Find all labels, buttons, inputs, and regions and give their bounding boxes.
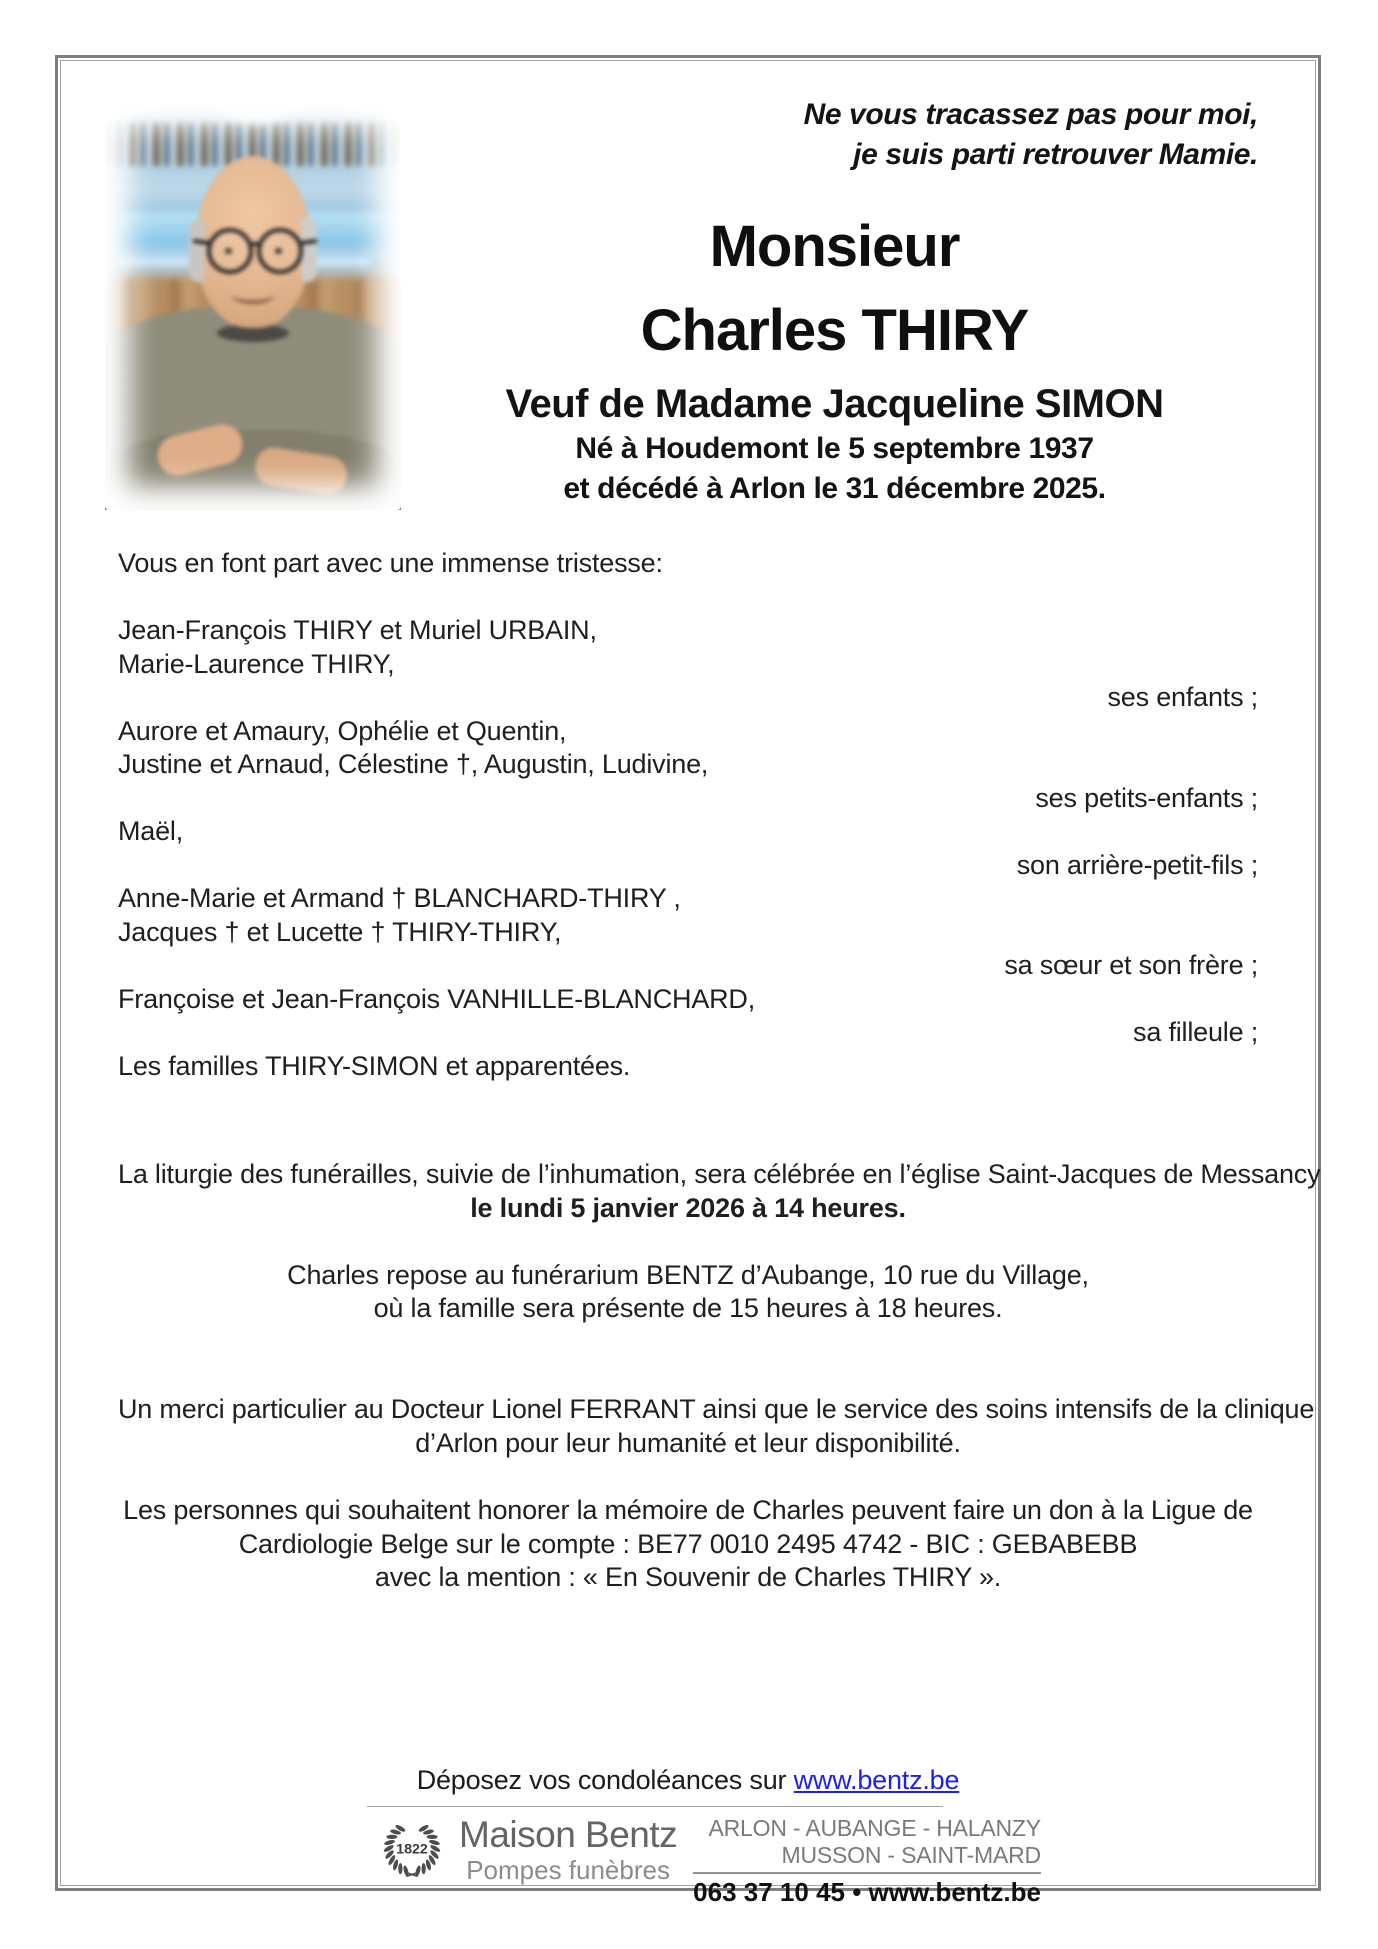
donation-line-3: avec la mention : « En Souvenir de Charles THIRY ». — [374, 1562, 1002, 1593]
condolences-text: Déposez vos condoléances sur — [416, 1765, 794, 1795]
donation-line-2: Cardiologie Belge sur le compte : BE77 0010 2495 4742 - BIC : GEBABEBB — [238, 1528, 1138, 1559]
donation-line-1: Les personnes qui souhaitent honorer la mémoire de Charles peuvent faire un don à la Ligue de — [123, 1494, 1253, 1525]
quote-line-1: Ne vous tracassez pas pour moi, — [803, 98, 1258, 131]
memorial-card — [61, 61, 1321, 1907]
blank-line — [118, 1225, 1258, 1259]
relation-label: sa sœur et son frère ; — [1004, 950, 1258, 980]
family-line: Marie-Laurence THIRY, — [118, 648, 395, 679]
liturgy-line-2: le lundi 5 janvier 2026 à 14 heures. — [470, 1192, 906, 1223]
laurel-wreath-icon — [381, 1815, 443, 1882]
family-line: Les familles THIRY-SIMON et apparentées. — [118, 1050, 631, 1081]
repose-line-2: où la famille sera présente de 15 heures à 18 heures. — [373, 1293, 1003, 1324]
brand-name: Maison Bentz — [459, 1814, 678, 1855]
deceased-details — [411, 379, 1258, 509]
relation-label: sa filleule ; — [1133, 1017, 1258, 1047]
portrait-photo — [105, 100, 401, 510]
condolences-line — [61, 1765, 1315, 1796]
brand-towns-line-1: ARLON - AUBANGE - HALANZY — [708, 1815, 1041, 1841]
deceased-title — [411, 205, 1258, 373]
family-line: Françoise et Jean-François VANHILLE-BLANCHARD, — [118, 983, 756, 1014]
brand-subtitle: Pompes funèbres — [466, 1855, 670, 1885]
deceased-name: Charles THIRY — [640, 298, 1029, 363]
relation-label: ses petits-enfants ; — [1035, 782, 1258, 813]
birth-line: Né à Houdemont le 5 septembre 1937 — [575, 432, 1094, 465]
family-line: Aurore et Amaury, Ophélie et Quentin, — [118, 715, 567, 746]
thanks-line-2: d’Arlon pour leur humanité et leur disponibilité. — [415, 1427, 961, 1458]
memorial-quote — [804, 95, 1258, 175]
blank-line — [118, 1360, 1258, 1394]
brand-towns-line-2: MUSSON - SAINT-MARD — [781, 1841, 1041, 1868]
brand-contact — [693, 1815, 1041, 1906]
family-announcement — [118, 547, 1258, 1083]
death-line: et décédé à Arlon le 31 décembre 2025. — [563, 472, 1106, 505]
thanks-line-1: Un merci particulier au Docteur Lionel FERRANT ainsi que le service des soins intensifs de la clinique — [118, 1394, 1315, 1425]
repose-line-1: Charles repose au funérarium BENTZ d’Aubange, 10 rue du Village, — [287, 1259, 1089, 1290]
salutation: Monsieur — [709, 214, 960, 279]
family-line: Anne-Marie et Armand † BLANCHARD-THIRY , — [118, 883, 681, 913]
brand-towns — [693, 1815, 1041, 1874]
condolences-link[interactable]: www.bentz.be — [793, 1765, 960, 1795]
brand-year: 1822 — [396, 1841, 428, 1858]
announcement-intro: Vous en font part avec une immense tristesse: — [118, 548, 663, 578]
photo-soft-edge — [105, 100, 401, 510]
family-line: Jacques † et Lucette † THIRY-THIRY, — [118, 916, 562, 947]
family-line: Jean-François THIRY et Muriel URBAIN, — [118, 615, 597, 645]
page-border — [55, 55, 1321, 1907]
relation-label: son arrière-petit-fils ; — [1016, 849, 1258, 880]
family-line: Justine et Arnaud, Célestine †, Augustin, Ludivine, — [118, 749, 709, 779]
page-border-inner — [60, 60, 1321, 1907]
widower-line: Veuf de Madame Jacqueline SIMON — [505, 382, 1164, 426]
ceremony-info — [118, 1158, 1321, 1595]
blank-line — [118, 1326, 1258, 1360]
family-line: Maël, — [118, 816, 184, 846]
brand-names — [459, 1815, 677, 1884]
brand-phone-line: 063 37 10 45 • www.bentz.be — [693, 1877, 1041, 1907]
liturgy-line-1: La liturgie des funérailles, suivie de l’inhumation, sera célébrée en l’église Saint-Jacques de Messancy — [118, 1159, 1321, 1189]
blank-line — [118, 1460, 1258, 1494]
blank-line — [118, 581, 1258, 615]
relation-label: ses enfants ; — [1107, 682, 1258, 712]
funeral-home-brand — [367, 1806, 1041, 1907]
quote-line-2: je suis parti retrouver Mamie. — [853, 138, 1258, 171]
